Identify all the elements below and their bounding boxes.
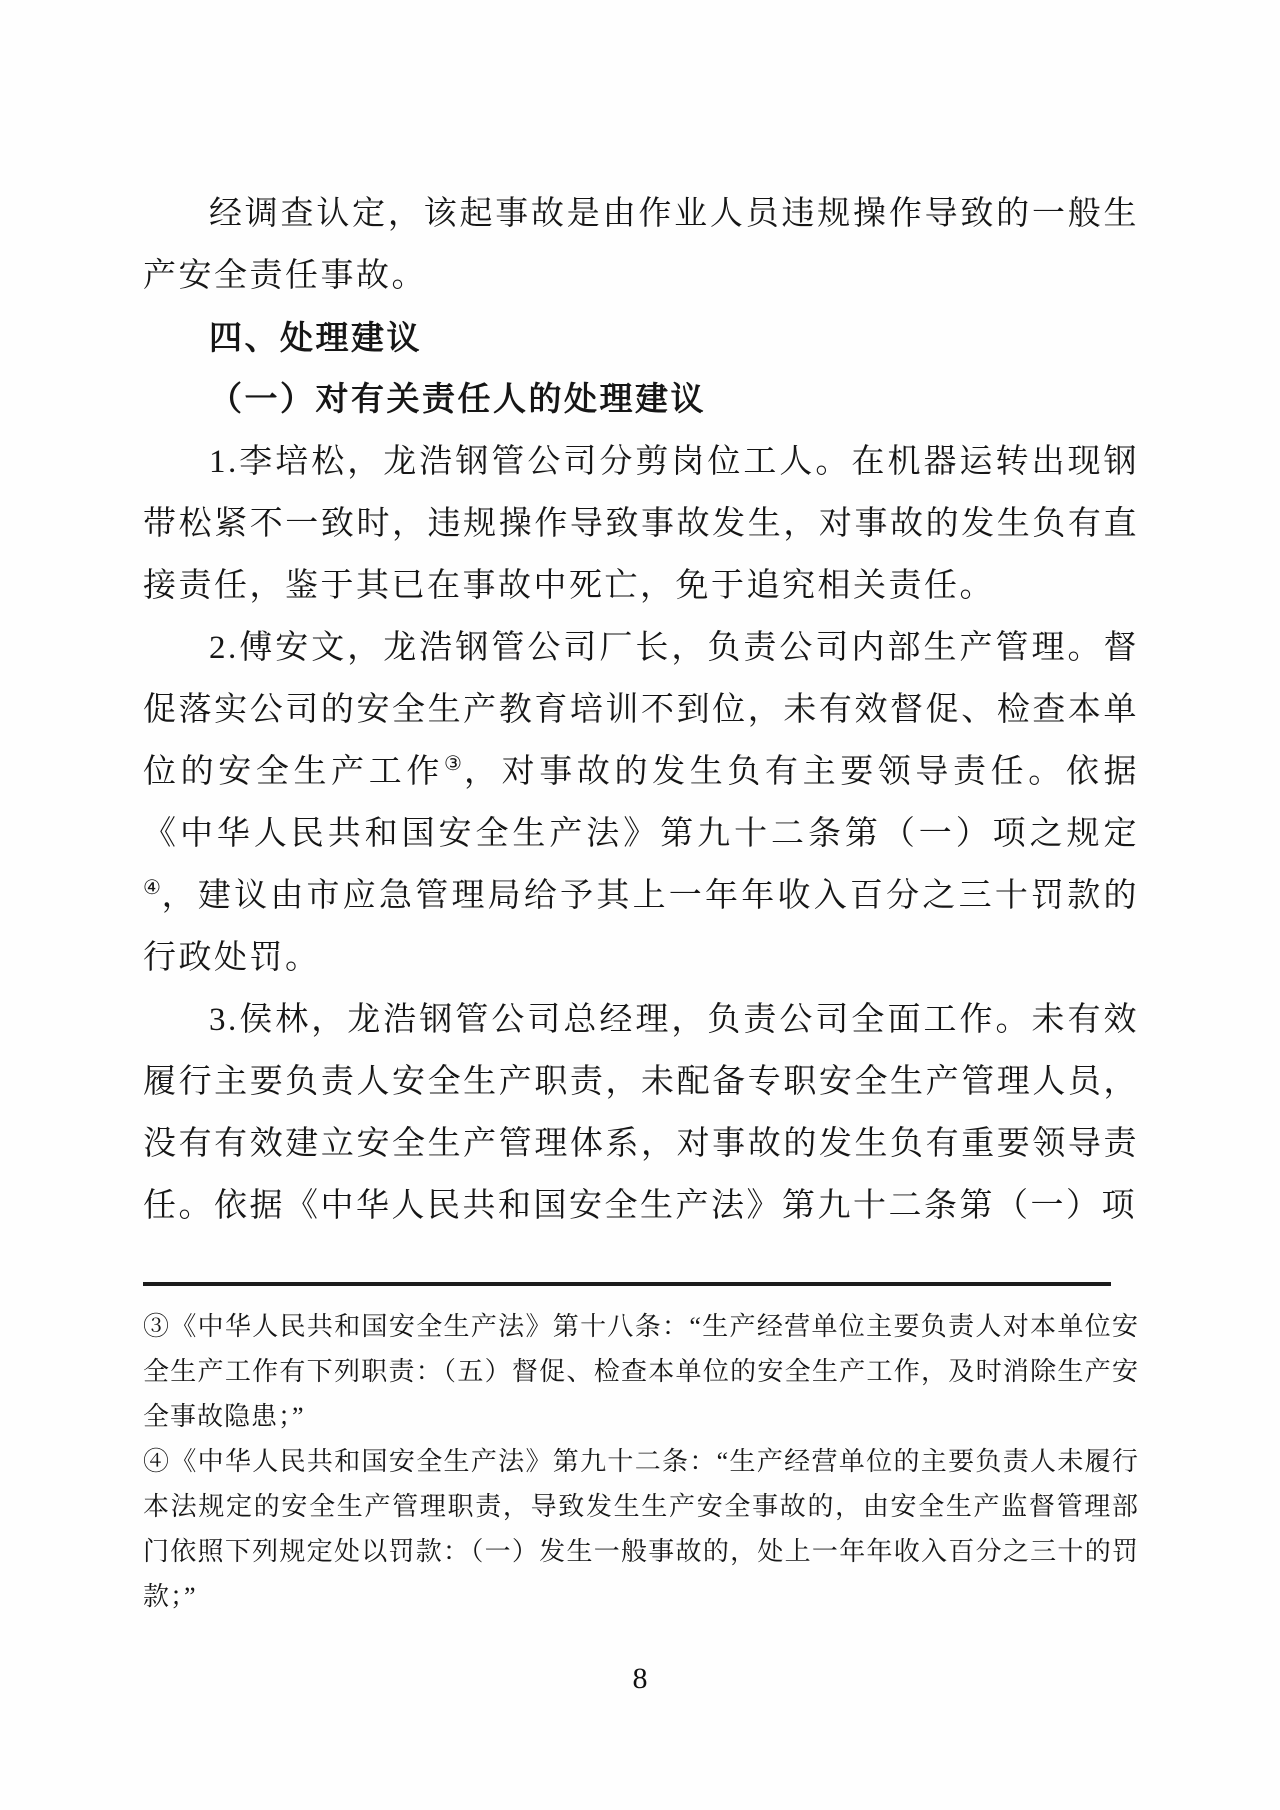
- footnote-ref-3: ③: [443, 753, 465, 775]
- footnote-4-text: 《中华人民共和国安全生产法》第九十二条：“生产经营单位的主要负责人未履行本法规定的安全生产管理职责，导致发生生产安全事故的，由安全生产监督管理部门依照下列规定处以罚款：（一）发生一般事故的，处上一年年收入百分之三十的罚款；”: [143, 1447, 1139, 1611]
- footnote-3: [143, 1304, 1139, 1439]
- footnote-separator-rule: [143, 1282, 1111, 1286]
- item-2-text-b: ，对事故的发生负有主要领导责任。依据《中华人民共和国安全生产法》第九十二条第（一）项之规定: [143, 754, 1140, 852]
- item-2-text-a: 2.傅安文，龙浩钢管公司厂长，负责公司内部生产管理。督促落实公司的安全生产教育培训不到位，未有效督促、检查本单位的安全生产工作: [143, 630, 1139, 790]
- item-2-paragraph: [143, 617, 1139, 989]
- footnote-3-marker: ③: [143, 1312, 171, 1341]
- page-number: 8: [632, 1662, 648, 1695]
- section-heading: 四、处理建议: [209, 319, 422, 356]
- footnote-4: [143, 1439, 1139, 1619]
- item-2-text-c: ，建议由市应急管理局给予其上一年年收入百分之三十罚款的行政处罚。: [143, 878, 1139, 976]
- subsection-heading: （一）对有关责任人的处理建议: [209, 382, 706, 418]
- footnote-4-marker: ④: [143, 1447, 171, 1476]
- footnotes-section: [143, 1282, 1139, 1619]
- intro-paragraph: 经调查认定，该起事故是由作业人员违规操作导致的一般生产安全责任事故。: [143, 196, 1139, 294]
- footnote-ref-4: ④: [143, 877, 162, 899]
- footnote-3-text: 《中华人民共和国安全生产法》第十八条：“生产经营单位主要负责人对本单位安全生产工作有下列职责：（五）督促、检查本单位的安全生产工作，及时消除生产安全事故隐患；”: [143, 1312, 1139, 1431]
- item-3-paragraph: 3.侯林，龙浩钢管公司总经理，负责公司全面工作。未有效履行主要负责人安全生产职责，未配备专职安全生产管理人员，没有有效建立安全生产管理体系，对事故的发生负有重要领导责任。依据《中华人民共和国安全生产法》第九十二条第（一）项: [143, 1002, 1139, 1224]
- body-text: [143, 183, 1139, 1237]
- item-1-paragraph: 1.李培松，龙浩钢管公司分剪岗位工人。在机器运转出现钢带松紧不一致时，违规操作导致事故发生，对事故的发生负有直接责任，鉴于其已在事故中死亡，免于追究相关责任。: [143, 444, 1139, 604]
